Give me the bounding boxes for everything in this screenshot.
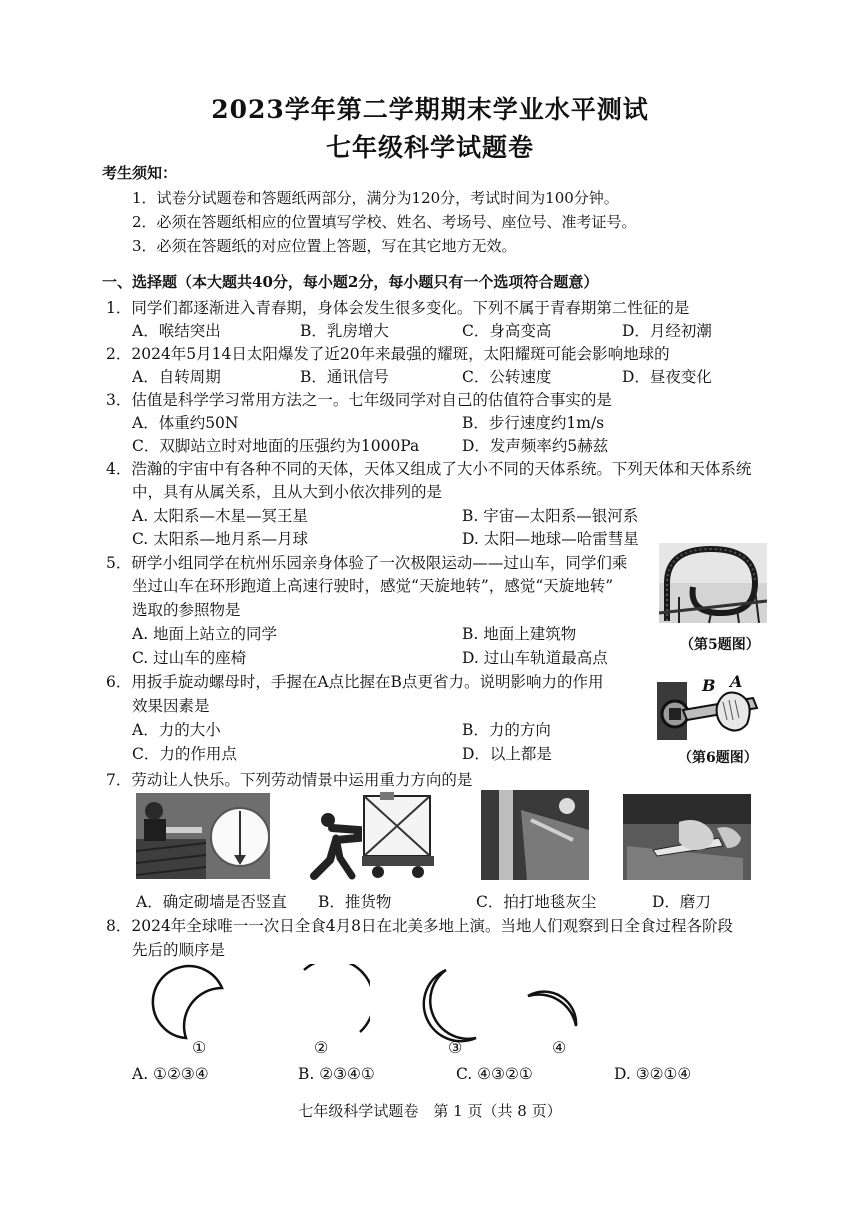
section-heading: 一、选择题（本大题共40分，每小题2分，每小题只有一个选项符合题意） bbox=[102, 273, 599, 291]
exam-subtitle: 七年级科学试题卷 bbox=[325, 133, 534, 162]
q8-option-a: A. ①②③④ bbox=[132, 1065, 209, 1083]
q5-option-d: D. 过山车轨道最高点 bbox=[462, 649, 608, 667]
page-footer: 七年级科学试题卷 第 1 页（共 8 页） bbox=[298, 1102, 562, 1120]
q6-option-d: D．以上都是 bbox=[462, 745, 552, 763]
question-6-stem: 6．用扳手旋动螺母时，手握在A点比握在B点更省力。说明影响力的作用 bbox=[106, 673, 604, 691]
q2-option-a: A．自转周期 bbox=[132, 368, 221, 386]
q7-option-a: A．确定砌墙是否竖直 bbox=[136, 893, 287, 911]
q2-option-c: C．公转速度 bbox=[462, 368, 552, 386]
eclipse-label-1: ① bbox=[192, 1038, 207, 1057]
q2-option-b: B．通讯信号 bbox=[300, 368, 389, 386]
question-4-stem-cont: 中，具有从属关系，且从大到小依次排列的是 bbox=[132, 483, 443, 501]
eclipse-label-2: ② bbox=[314, 1038, 329, 1057]
q2-option-d: D．昼夜变化 bbox=[622, 368, 712, 386]
q4-option-a: A. 太阳系—木星—冥王星 bbox=[132, 507, 309, 525]
q5-option-a: A. 地面上站立的同学 bbox=[132, 625, 278, 643]
question-8-stem-cont: 先后的顺序是 bbox=[132, 941, 226, 959]
q6-option-b: B．力的方向 bbox=[462, 721, 551, 739]
notice-item: 1．试卷分试题卷和答题纸两部分，满分为120分，考试时间为100分钟。 bbox=[132, 189, 619, 207]
q8-option-c: C. ④③②① bbox=[456, 1065, 533, 1083]
q4-option-b: B. 宇宙—太阳系—银河系 bbox=[462, 507, 639, 525]
q1-option-c: C．身高变高 bbox=[462, 322, 552, 340]
question-7-stem: 7．劳动让人快乐。下列劳动情景中运用重力方向的是 bbox=[106, 771, 473, 789]
q3-option-c: C．双脚站立时对地面的压强约为1000Pa bbox=[132, 437, 420, 455]
q1-option-d: D．月经初潮 bbox=[622, 322, 712, 340]
q6-option-a: A．力的大小 bbox=[132, 721, 221, 739]
q6-figure-caption: （第6题图） bbox=[678, 750, 758, 766]
q5-option-b: B. 地面上建筑物 bbox=[462, 625, 577, 643]
question-6-stem-cont: 效果因素是 bbox=[132, 697, 210, 715]
label-a: A bbox=[730, 672, 743, 691]
beat-carpet-image bbox=[481, 790, 589, 880]
q1-option-a: A．喉结突出 bbox=[132, 322, 221, 340]
eclipse-phase-4-shape bbox=[522, 970, 592, 1034]
q1-option-b: B．乳房增大 bbox=[300, 322, 389, 340]
q5-figure-caption: （第5题图） bbox=[680, 637, 760, 653]
exam-title: 2023学年第二学期期末学业水平测试 bbox=[211, 95, 649, 124]
q8-option-d: D. ③②①④ bbox=[614, 1065, 692, 1083]
q4-option-c: C. 太阳系—地月系—月球 bbox=[132, 530, 309, 548]
q5-option-c: C. 过山车的座椅 bbox=[132, 649, 247, 667]
q7-option-d: D．磨刀 bbox=[652, 893, 711, 911]
push-cart-image bbox=[300, 790, 438, 880]
q3-option-d: D．发声频率约5赫兹 bbox=[462, 437, 609, 455]
eclipse-phase-1-shape bbox=[150, 960, 240, 1044]
question-5-stem-cont2: 选取的参照物是 bbox=[132, 601, 241, 619]
notice-heading: 考生须知： bbox=[102, 164, 178, 182]
question-3-stem: 3．估值是科学学习常用方法之一。七年级同学对自己的估值符合事实的是 bbox=[106, 391, 612, 409]
question-5-stem-cont: 坐过山车在环形跑道上高速行驶时，感觉“天旋地转”，感觉“天旋地转” bbox=[132, 577, 614, 595]
notice-item: 3．必须在答题纸的对应位置上答题，写在其它地方无效。 bbox=[132, 237, 517, 255]
question-2-stem: 2．2024年5月14日太阳爆发了近20年来最强的耀斑，太阳耀斑可能会影响地球的 bbox=[106, 345, 670, 363]
question-1-stem: 1．同学们都逐渐进入青春期，身体会发生很多变化。下列不属于青春期第二性征的是 bbox=[106, 299, 690, 317]
question-8-stem: 8．2024年全球唯一一次日全食4月8日在北美多地上演。当地人们观察到日全食过程各阶段 bbox=[106, 917, 734, 935]
notice-item: 2．必须在答题纸相应的位置填写学校、姓名、考场号、座位号、准考证号。 bbox=[132, 213, 637, 231]
q7-option-b: B．推货物 bbox=[318, 893, 392, 911]
roller-coaster-image bbox=[659, 543, 767, 623]
q6-option-c: C．力的作用点 bbox=[132, 745, 237, 763]
eclipse-phase-2-shape bbox=[290, 964, 370, 1044]
question-4-stem: 4．浩瀚的宇宙中有各种不同的天体，天体又组成了大小不同的天体系统。下列天体和天体系统 bbox=[106, 460, 752, 478]
label-b: B bbox=[702, 676, 716, 695]
plumb-line-image bbox=[136, 793, 270, 879]
eclipse-label-3: ③ bbox=[448, 1038, 463, 1057]
sharpen-knife-image bbox=[623, 794, 751, 880]
eclipse-phase-3-shape bbox=[416, 964, 496, 1044]
question-5-stem: 5．研学小组同学在杭州乐园亲身体验了一次极限运动——过山车，同学们乘 bbox=[106, 554, 628, 572]
q3-option-b: B．步行速度约1m/s bbox=[462, 414, 605, 432]
q4-option-d: D. 太阳—地球—哈雷彗星 bbox=[462, 530, 639, 548]
q8-option-b: B. ②③④① bbox=[298, 1065, 375, 1083]
q7-option-c: C．拍打地毯灰尘 bbox=[476, 893, 597, 911]
eclipse-label-4: ④ bbox=[552, 1038, 567, 1057]
q3-option-a: A．体重约50N bbox=[132, 414, 239, 432]
